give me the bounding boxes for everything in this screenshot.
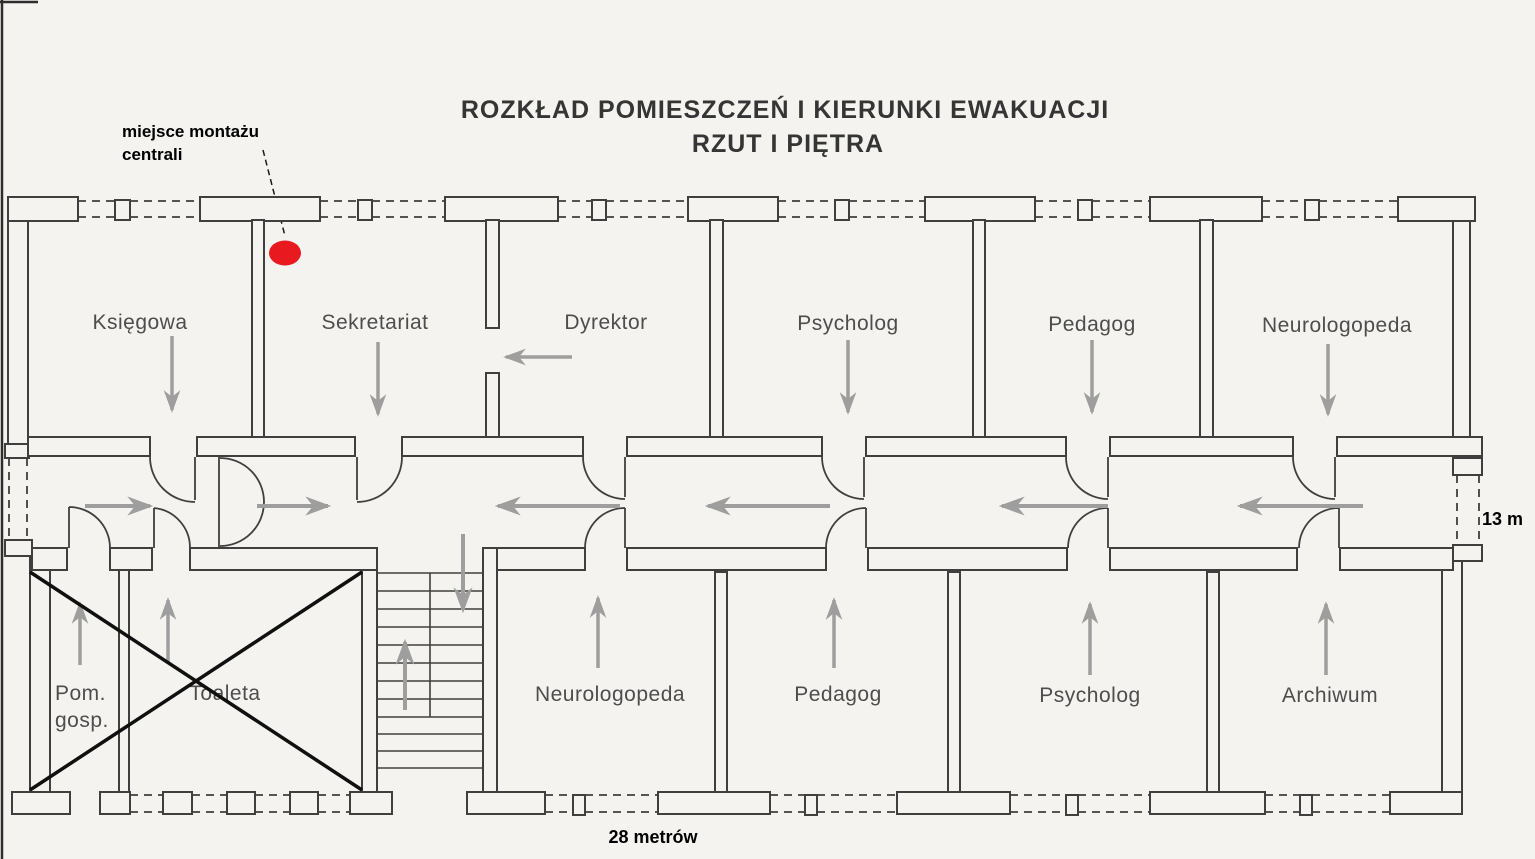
- door-toaleta: [154, 508, 190, 548]
- wall-stairs-neurologopeda: [483, 548, 497, 792]
- page-title: ROZKŁAD POMIESZCZEŃ I KIERUNKI EWAKUACJI: [460, 96, 1110, 124]
- wall-sekretariat-dyrektor-lower: [486, 373, 499, 437]
- room-label-toaleta: Toaleta: [189, 682, 261, 705]
- page-subtitle: RZUT I PIĘTRA: [691, 130, 885, 158]
- wall-toaleta-stairs: [362, 570, 377, 792]
- door-dyrektor: [583, 457, 625, 499]
- door-corridor-double: [219, 457, 264, 548]
- room-label-ksiegowa: Księgowa: [92, 311, 188, 334]
- exterior-wall-bottom: [12, 792, 1462, 815]
- door-sekretariat: [357, 457, 402, 502]
- room-label-neurologopeda-bottom: Neurologopeda: [534, 683, 686, 706]
- annotation-pointer-line: [263, 150, 285, 236]
- room-label-pedagog-top: Pedagog: [1048, 313, 1136, 336]
- door-psycholog-top: [822, 457, 864, 499]
- window-mullion: [115, 200, 130, 220]
- wall-psycholog-pedagog: [973, 220, 985, 437]
- wall-pomgosp-toaleta: [119, 570, 129, 792]
- door-neurologopeda-top: [1293, 457, 1335, 499]
- closed-area-cross-mark: [30, 572, 362, 790]
- door-ksiegowa: [150, 457, 195, 502]
- corridor-wall-lower: [32, 548, 1453, 570]
- annotation-line2: centrali: [122, 145, 183, 164]
- scan-border: [0, 0, 38, 859]
- dimension-height: 13 m: [1482, 509, 1524, 529]
- room-label-pedagog-bottom: Pedagog: [794, 683, 882, 706]
- corridor-wall-upper: [28, 437, 1482, 456]
- exterior-wall-right: [1442, 221, 1482, 792]
- door-psycholog-bottom: [1068, 508, 1108, 548]
- left-exit-opening: [9, 458, 27, 540]
- room-label-neurologopeda-top: Neurologopeda: [1261, 314, 1413, 337]
- exterior-wall-top: [8, 197, 1475, 221]
- door-pedagog-bottom: [826, 508, 866, 548]
- wall-pedagog-neurologopeda: [1200, 220, 1213, 437]
- room-label-dyrektor: Dyrektor: [564, 311, 648, 334]
- staircase: [377, 573, 483, 768]
- room-label-archiwum: Archiwum: [1281, 684, 1379, 707]
- central-unit-annotation: [122, 122, 301, 266]
- doors: [69, 457, 1339, 548]
- wall-neurologopeda-pedagog: [715, 572, 727, 792]
- central-unit-marker: [269, 241, 301, 266]
- door-pedagog-top: [1066, 457, 1108, 499]
- wall-ksiegowa-sekretariat: [252, 220, 264, 437]
- room-label-pom-gosp-line1: Pom.: [55, 682, 107, 705]
- door-pom-gosp: [69, 507, 110, 548]
- exterior-wall-left: [5, 197, 50, 792]
- annotation-line1: miejsce montażu: [122, 122, 259, 141]
- right-exit-opening: [1457, 475, 1479, 545]
- room-label-sekretariat: Sekretariat: [321, 311, 429, 334]
- dimension-width: 28 metrów: [608, 827, 698, 847]
- door-archiwum: [1299, 508, 1339, 548]
- room-label-psycholog-bottom: Psycholog: [1039, 684, 1141, 707]
- wall-dyrektor-psycholog: [710, 220, 723, 437]
- wall-sekretariat-dyrektor-upper: [486, 220, 499, 328]
- wall-pedagog-psycholog: [948, 572, 960, 792]
- door-neurologopeda-bottom: [585, 508, 625, 548]
- room-label-pom-gosp-line2: gosp.: [55, 709, 109, 732]
- room-label-psycholog-top: Psycholog: [797, 312, 899, 335]
- wall-psycholog-archiwum: [1207, 572, 1219, 792]
